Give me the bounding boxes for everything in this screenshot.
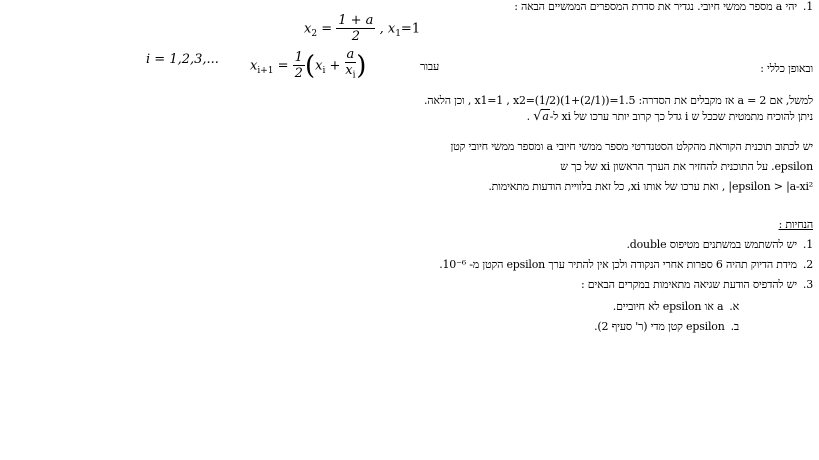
general-eq: = — [277, 58, 293, 74]
general-half-den: 2 — [294, 65, 303, 81]
note-sub-item-a — [0, 300, 739, 314]
note-item-2-num: 2. — [802, 258, 813, 271]
general-a-den-sub: i — [352, 70, 356, 81]
formula1-eq: = — [321, 21, 337, 37]
task-line-2 — [0, 160, 813, 174]
note-sub-item-b — [0, 320, 739, 334]
example-text: למשל, אם a = 2 אז מקבלים את הסדרה: x1=1 , x2=(1/2)(1+(2/1))=1.5 , וכן הלאה. — [423, 94, 813, 107]
general-lhs-sub: i+1 — [257, 65, 274, 76]
sqrt-radicand: a — [542, 110, 549, 123]
general-for-text: עבור — [420, 60, 439, 73]
general-half-num: 1 — [294, 49, 303, 65]
formula1-lhs: x — [304, 21, 312, 37]
note-item-3-num: 3. — [802, 278, 813, 291]
general-lparen: ( — [304, 50, 316, 81]
item1-intro-line — [0, 0, 813, 14]
task-line-3 — [0, 180, 813, 194]
item1-number: 1. — [802, 0, 813, 13]
general-label: ובאופן כללי : — [760, 62, 813, 75]
formula1-fraction — [336, 14, 375, 44]
example-line — [0, 94, 813, 108]
proof-end: . — [526, 110, 530, 123]
note-item-2 — [0, 258, 813, 272]
sqrt-symbol: √ — [533, 109, 542, 124]
note-item-1-text: יש להשתמש במשתנים מטיפוס double. — [626, 238, 797, 251]
formula1-extra-sub: 1 — [395, 29, 401, 40]
sqrt-a — [533, 110, 549, 124]
proof-line — [0, 110, 813, 124]
task-line-1 — [0, 140, 813, 154]
item1-intro-text: יהי a מספר ממשי חיובי. נגדיר את סדרת המספרים הממשיים הבאה : — [514, 0, 797, 13]
proof-text: ניתן להוכיח מתמטית שככל ש i גדל כך קרוב יותר ערכו של xi ל- — [549, 110, 813, 123]
formula1-extra-val: =1 — [400, 21, 421, 37]
formula1-denominator: 2 — [351, 29, 360, 44]
general-rparen: ) — [356, 50, 367, 81]
note-sub-item-b-num: ב. — [730, 320, 739, 333]
general-index: i = 1,2,3,... — [146, 52, 219, 67]
general-label-line — [0, 62, 813, 76]
note-item-1-num: 1. — [802, 238, 813, 251]
note-item-1 — [0, 238, 813, 252]
note-sub-item-b-text: epsilon קטן מדי (ר' סעיף 2). — [594, 320, 725, 333]
general-a-num: a — [346, 47, 355, 62]
formula1-extra: , x — [379, 21, 396, 37]
general-a-den: x — [345, 63, 353, 78]
formula1-numerator: 1 + a — [338, 13, 374, 28]
general-xi: x — [315, 58, 323, 74]
formula1-sub: 2 — [311, 29, 318, 40]
note-sub-item-a-text: a או epsilon לא חיוביים. — [612, 300, 724, 313]
general-plus: + — [329, 58, 345, 74]
note-sub-item-a-num: א. — [729, 300, 739, 313]
note-item-3-text: יש להדפיס הודעת שגיאה מתאימות במקרים הבאים : — [580, 278, 797, 291]
general-xi-sub: i — [322, 65, 326, 76]
note-item-3 — [0, 278, 813, 292]
task-line-2-text: epsilon. על התוכנית להחזיר את הערך הראשון xi של כך ש — [560, 160, 813, 173]
note-item-2-text: מידת הדיוק תהיה 6 ספרות אחרי הנקודה ולכן אין להתיר ערך epsilon הקטן מ- 10⁻⁶. — [439, 258, 797, 271]
general-lhs: x — [250, 58, 258, 74]
task-line-1-text: יש לכתוב תוכנית הקוראת מהקלט הסטנדרטי מספר ממשי חיובי a ומספר ממשי חיובי קטן — [450, 140, 813, 153]
task-line-3-text: epsilon > |a-xi²| , ואת ערכו של אותו xi, כל זאת בלוויית הודעות מתאימות. — [488, 180, 813, 193]
formula-x2 — [304, 14, 420, 44]
notes-title — [0, 218, 813, 232]
notes-title-text: הנחיות : — [778, 218, 813, 231]
